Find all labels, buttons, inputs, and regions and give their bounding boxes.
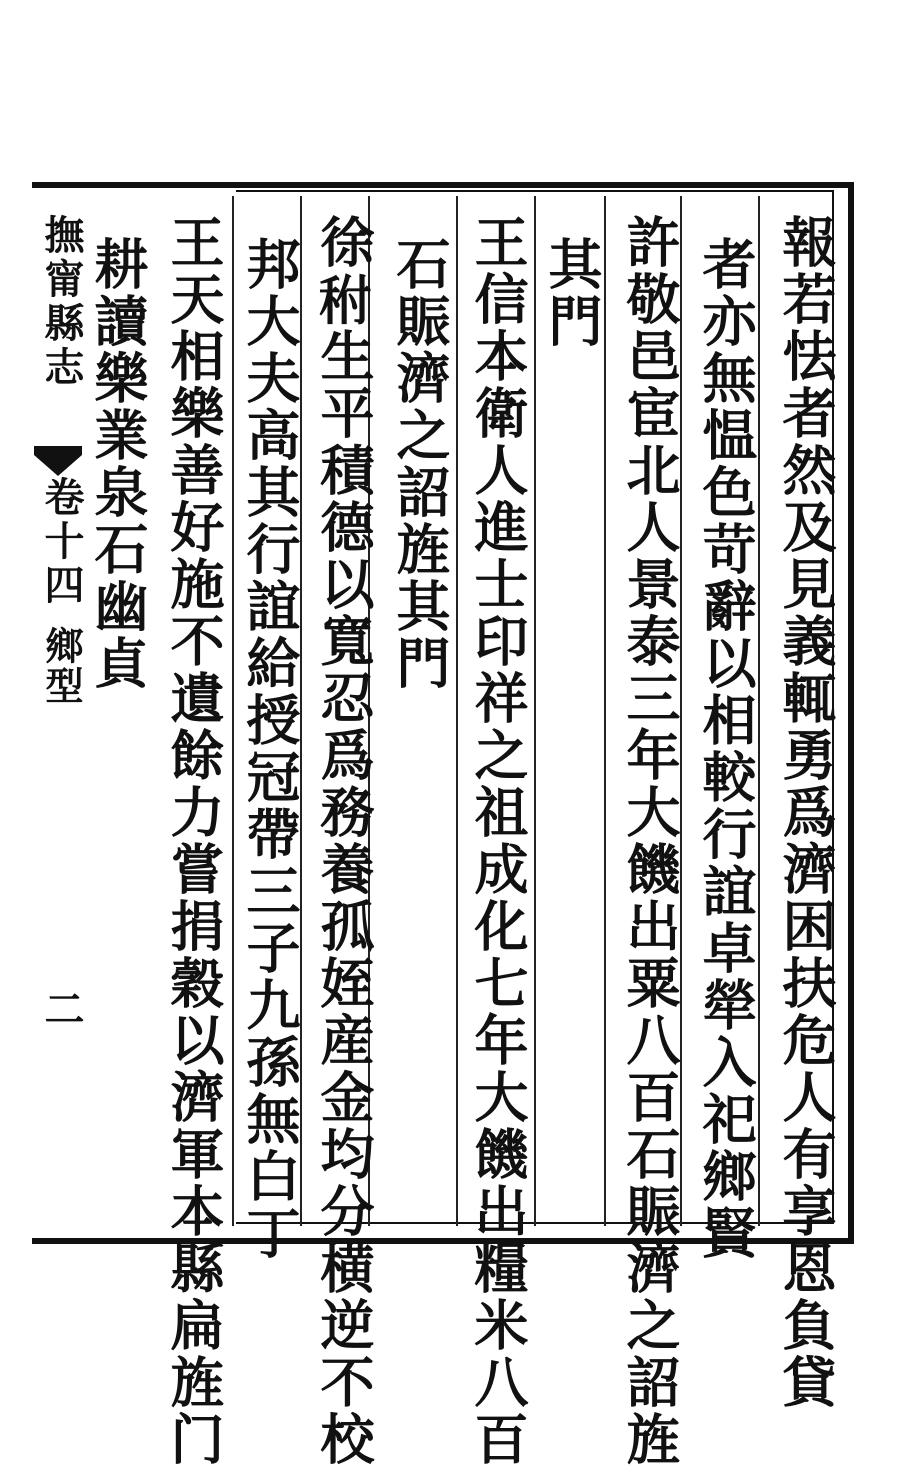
text-column: 王天相樂善好施不遺餘力嘗捐穀以濟軍本縣扁旌门 <box>162 214 226 1468</box>
column-rule <box>456 196 458 1226</box>
text-column: 其門 <box>540 236 604 350</box>
column-rule <box>534 196 536 1226</box>
column-rule <box>758 196 760 1226</box>
text-column: 王信本衛人進士印祥之祖成化七年大饑出糧米八百 <box>466 214 530 1468</box>
section-name: 鄉型 <box>39 626 84 706</box>
text-column: 邦大夫高其行誼給授冠帶三子九孫無白丁 <box>238 236 302 1262</box>
text-column: 徐𥞂生平積德以寬忍爲務養孤姪産金均分横逆不校 <box>312 214 376 1468</box>
column-rule <box>232 196 234 1226</box>
text-column: 許敬邑宦北人景泰三年大饑出粟八百石賑濟之詔旌 <box>618 214 682 1468</box>
volume-number: 卷十四 <box>38 476 85 608</box>
folio-number: 二 <box>38 988 85 1028</box>
gazetteer-title: 撫甯縣志 <box>38 214 85 390</box>
text-column: 耕讀樂業泉石幽貞 <box>86 236 150 692</box>
text-column: 者亦無愠色苛辭以相較行誼卓犖入祀鄉賢 <box>694 236 758 1262</box>
text-column: 石賑濟之詔旌其門 <box>388 236 452 692</box>
column-rule <box>604 196 606 1226</box>
text-column: 報若怯者然及見義輒勇爲濟困扶危人有享恩負貸 <box>774 214 838 1411</box>
